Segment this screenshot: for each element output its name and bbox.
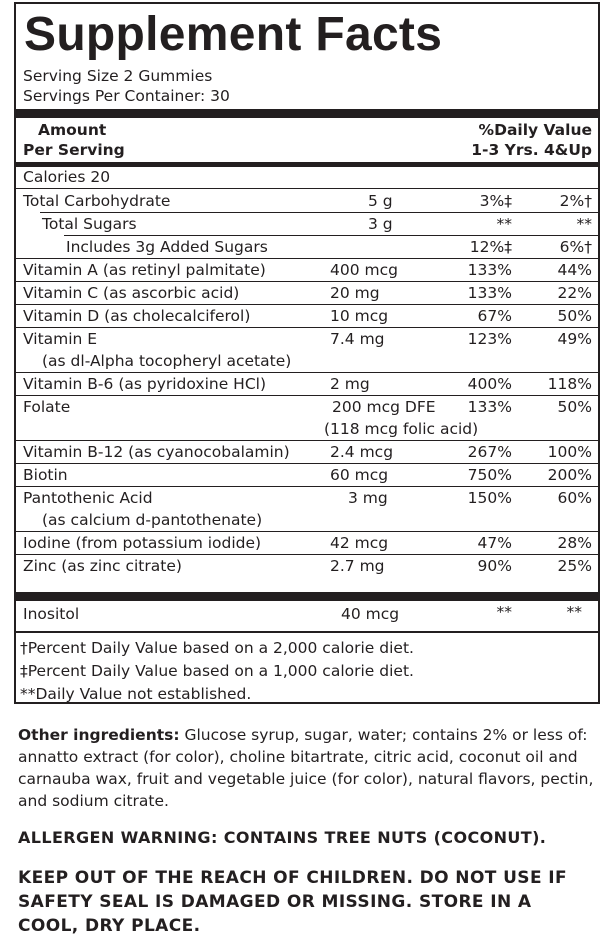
thick-divider-bottom [16, 592, 598, 601]
row-divider [64, 235, 598, 236]
nutrient-amount: 5 g [368, 192, 393, 210]
nutrient-name: Biotin [23, 466, 68, 484]
footnote-2: ‡Percent Daily Value based on a 1,000 calorie diet. [20, 662, 414, 680]
nutrient-dv-4up: 50% [557, 398, 592, 416]
row-divider [16, 304, 598, 305]
nutrient-name: Total Sugars [42, 215, 137, 233]
serving-size: Serving Size 2 Gummies [23, 67, 213, 85]
footnote-1: †Percent Daily Value based on a 2,000 calorie diet. [20, 639, 414, 657]
nutrient-dv-1-3yrs: 67% [477, 307, 512, 325]
nutrient-dv-1-3yrs: 90% [477, 557, 512, 575]
footnote-3: **Daily Value not established. [20, 685, 252, 703]
amount-header-line2: Per Serving [23, 141, 125, 159]
row-divider [40, 212, 598, 213]
row-divider [16, 281, 598, 282]
nutrient-source: (as dl-Alpha tocopheryl acetate) [42, 352, 292, 370]
other-ingredients [18, 724, 600, 812]
nutrient-name: Vitamin E [23, 330, 98, 348]
calories-row: Calories 20 [23, 168, 111, 186]
nutrient-dv-1-3yrs: 150% [467, 489, 512, 507]
nutrient-dv-1-3yrs: ** [496, 215, 512, 233]
nutrient-dv-1-3yrs: 133% [467, 398, 512, 416]
nutrient-dv-1-3yrs: 133% [467, 284, 512, 302]
nutrient-amount: 200 mcg DFE [332, 398, 436, 416]
row-divider [16, 440, 598, 441]
inositol-dv2: ** [566, 603, 582, 621]
dv-header-line2: 1-3 Yrs. 4&Up [471, 141, 592, 159]
nutrient-name: Zinc (as zinc citrate) [23, 557, 182, 575]
nutrient-dv-1-3yrs: 123% [467, 330, 512, 348]
keep-out-warning: KEEP OUT OF THE REACH OF CHILDREN. DO NOT USE IF SAFETY SEAL IS DAMAGED OR MISSING. STORE IN A COOL, DRY PLACE. [18, 868, 568, 936]
other-ingredients-text: Glucose syrup, sugar, water; contains 2% or less of: annatto extract (for color), choline bitartrate, citric acid, coconut oil and carnauba wax, fruit and vegetable juice (for color), natural flavors, pectin, and sodium citrate. [18, 726, 594, 810]
dv-header-line1: %Daily Value [478, 121, 592, 139]
inositol-amount: 40 mcg [341, 605, 400, 623]
nutrient-name: Vitamin A (as retinyl palmitate) [23, 261, 266, 279]
row-divider [16, 531, 598, 532]
nutrient-dv-4up: 118% [547, 375, 592, 393]
nutrient-name: Total Carbohydrate [23, 192, 171, 210]
row-divider [16, 188, 598, 189]
nutrient-dv-1-3yrs: 47% [477, 534, 512, 552]
nutrient-name: Vitamin B-6 (as pyridoxine HCl) [23, 375, 266, 393]
nutrient-amount: 10 mcg [330, 307, 389, 325]
nutrient-dv-1-3yrs: 3%‡ [479, 192, 512, 210]
nutrient-dv-4up: 22% [557, 284, 592, 302]
nutrient-dv-1-3yrs: 12%‡ [469, 238, 512, 256]
nutrient-amount: 400 mcg [330, 261, 398, 279]
nutrient-dv-1-3yrs: 267% [467, 443, 512, 461]
row-divider [16, 395, 598, 396]
row-divider [16, 372, 598, 373]
nutrient-dv-4up: 60% [557, 489, 592, 507]
panel-title: Supplement Facts [24, 8, 443, 61]
nutrient-dv-1-3yrs: 133% [467, 261, 512, 279]
nutrient-name: Includes 3g Added Sugars [66, 238, 268, 256]
row-divider [16, 486, 598, 487]
nutrient-name: Vitamin C (as ascorbic acid) [23, 284, 240, 302]
nutrient-dv-4up: 100% [547, 443, 592, 461]
row-divider [16, 463, 598, 464]
nutrient-dv-4up: 6%† [559, 238, 592, 256]
nutrient-name: Pantothenic Acid [23, 489, 153, 507]
nutrient-source: (as calcium d-pantothenate) [42, 511, 263, 529]
row-divider [16, 327, 598, 328]
nutrient-dv-4up: 50% [557, 307, 592, 325]
nutrient-dv-4up: 44% [557, 261, 592, 279]
nutrient-amount: 7.4 mg [330, 330, 385, 348]
nutrient-dv-4up: 25% [557, 557, 592, 575]
other-ingredients-label: Other ingredients: [18, 726, 180, 744]
nutrient-amount-note: (118 mcg folic acid) [324, 420, 479, 438]
nutrient-amount: 3 g [368, 215, 393, 233]
nutrient-name: Iodine (from potassium iodide) [23, 534, 262, 552]
nutrient-amount: 3 mg [348, 489, 388, 507]
supplement-facts-panel [14, 2, 600, 704]
nutrient-amount: 42 mcg [330, 534, 389, 552]
nutrient-amount: 2.7 mg [330, 557, 385, 575]
amount-header-line1: Amount [38, 121, 107, 139]
nutrient-dv-1-3yrs: 400% [467, 375, 512, 393]
inositol-name: Inositol [23, 605, 80, 623]
nutrient-dv-1-3yrs: 750% [467, 466, 512, 484]
row-divider [16, 258, 598, 259]
nutrient-dv-4up: 28% [557, 534, 592, 552]
nutrient-dv-4up: 49% [557, 330, 592, 348]
footnote-divider [16, 631, 598, 633]
row-divider [16, 554, 598, 555]
nutrient-name: Vitamin D (as cholecalciferol) [23, 307, 251, 325]
nutrient-amount: 60 mcg [330, 466, 389, 484]
nutrient-name: Folate [23, 398, 71, 416]
nutrient-amount: 20 mg [330, 284, 380, 302]
nutrient-amount: 2.4 mcg [330, 443, 394, 461]
nutrient-name: Vitamin B-12 (as cyanocobalamin) [23, 443, 290, 461]
inositol-dv1: ** [496, 603, 512, 621]
allergen-warning: ALLERGEN WARNING: CONTAINS TREE NUTS (COCONUT). [18, 828, 547, 847]
nutrient-dv-4up: 2%† [559, 192, 592, 210]
thick-divider-top [16, 109, 598, 118]
servings-per-container: Servings Per Container: 30 [23, 87, 230, 105]
nutrient-dv-4up: 200% [547, 466, 592, 484]
nutrient-amount: 2 mg [330, 375, 370, 393]
nutrient-dv-4up: ** [576, 215, 592, 233]
